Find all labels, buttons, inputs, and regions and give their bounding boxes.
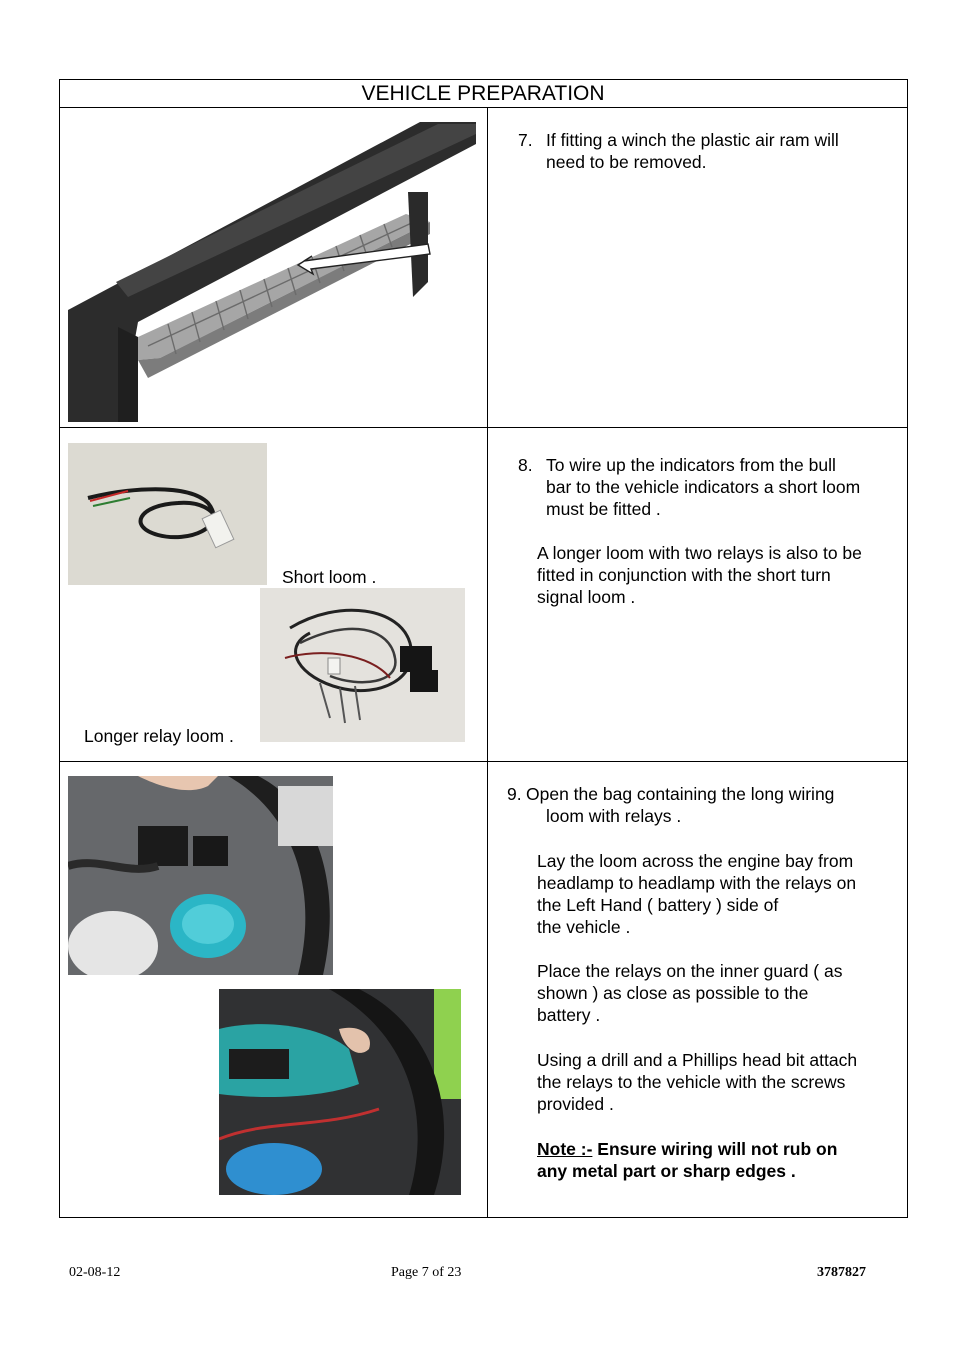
step-9-para1-line-4: the vehicle . (537, 917, 631, 937)
note-line-1: Ensure wiring will not rub on (592, 1139, 838, 1159)
step-8-line-3: must be fitted . (546, 499, 661, 519)
step-9-para2-line-3: battery . (537, 1005, 601, 1025)
step-8-number: 8. (518, 455, 533, 475)
step-7-line-2: need to be removed. (546, 152, 707, 172)
step-8-line-2: bar to the vehicle indicators a short loom (546, 477, 861, 497)
step-9-note (537, 1138, 837, 1160)
step-9-para3-line-2: the relays to the vehicle with the screws (537, 1072, 846, 1092)
short-loom-image (68, 443, 267, 585)
step-7-line-1: If fitting a winch the plastic air ram will (546, 130, 839, 150)
longer-loom-caption: Longer relay loom . (84, 726, 234, 746)
step-8-extra-line-2: fitted in conjunction with the short turn (537, 565, 831, 585)
footer-doc-number: 3787827 (817, 1265, 866, 1280)
step-9-para3-line-3: provided . (537, 1094, 614, 1114)
footer-page: Page 7 of 23 (391, 1265, 462, 1280)
step-9-para1-line-1: Lay the loom across the engine bay from (537, 851, 854, 871)
short-loom-caption: Short loom . (282, 567, 377, 587)
note-label: Note :- (537, 1139, 593, 1159)
longer-loom-image (260, 588, 465, 742)
step-8-extra-line-1: A longer loom with two relays is also to be (537, 543, 862, 563)
column-divider (487, 107, 488, 1218)
step-9-para2-line-1: Place the relays on the inner guard ( as (537, 961, 843, 981)
row-divider (59, 761, 908, 762)
engine-bay-relays-image (68, 776, 333, 975)
step-8-extra-line-3: signal loom . (537, 587, 636, 607)
step-9-line-1: Open the bag containing the long wiring (526, 784, 835, 804)
step-9-number: 9. (507, 784, 522, 804)
step-9-para2-line-2: shown ) as close as possible to the (537, 983, 809, 1003)
footer-date: 02-08-12 (69, 1265, 121, 1280)
step-9-para3-line-1: Using a drill and a Phillips head bit attach (537, 1050, 858, 1070)
step-9-line-2: loom with relays . (546, 806, 682, 826)
step-8-line-1: To wire up the indicators from the bull (546, 455, 836, 475)
step-7-number: 7. (518, 130, 533, 150)
row-divider (59, 427, 908, 428)
step-9-para1-line-3: the Left Hand ( battery ) side of (537, 895, 779, 915)
section-title: VEHICLE PREPARATION (361, 82, 605, 105)
row-divider (59, 107, 908, 108)
step-9-para1-line-2: headlamp to headlamp with the relays on (537, 873, 857, 893)
drill-relays-image (219, 989, 461, 1195)
air-ram-image (68, 122, 476, 422)
note-line-2: any metal part or sharp edges . (537, 1161, 796, 1181)
